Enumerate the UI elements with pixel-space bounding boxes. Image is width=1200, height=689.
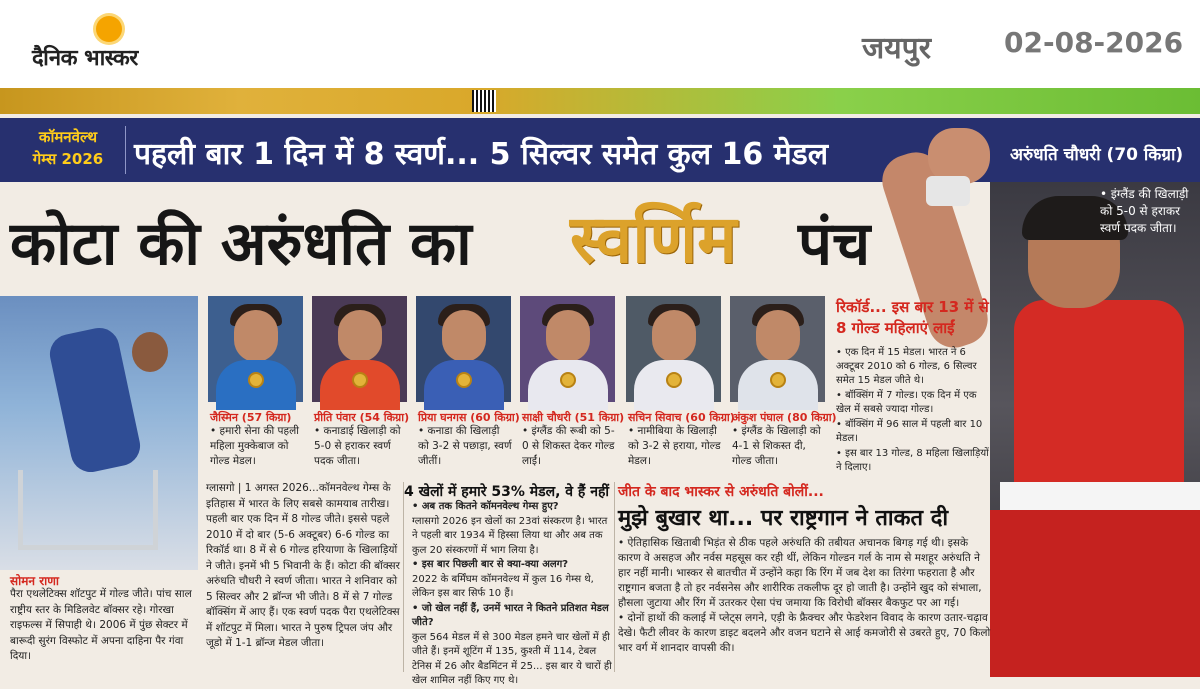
gold-medal-icon xyxy=(770,372,786,388)
record-item: • बॉक्सिंग में 7 गोल्ड। एक दिन में एक खेल में सबसे ज्यादा गोल्ड। xyxy=(836,390,977,415)
gold-medal-icon xyxy=(456,372,472,388)
quote-body xyxy=(618,536,994,656)
edition-city: जयपुर xyxy=(862,31,931,66)
record-item: • इस बार 13 गोल्ड, 8 महिला खिलाड़ियों ने दिलाए। xyxy=(836,448,989,473)
player-desc: • हमारी सेना की पहली महिला मुक्केबाज को गोल्ड मेडल। xyxy=(210,425,299,467)
quote-paragraph: • ऐतिहासिक खिताबी भिड़ंत से ठीक पहले अरुंधति की तबीयत अचानक बिगड़ गई थी। इसके कारण वे असहज और नर्वस महसूस कर रही थीं, लेकिन गोल्डन गर्ल के नाम से मशहूर अरुंधति ने हार नहीं मानी। भास्कर से बातचीत में उन्होंने कहा कि रिंग में जब देश का तिरंगा फहराता है और राष्ट्रगान बजता है तो हर नर्वसनेस और शारीरिक तकलीफ दूर हो जाती है। उन्होंने खुद को संभाला, हौसला जुटाया और रिंग में उतरकर ऐसा पंच जमाया कि विरोधी बॉक्सर बैकफुट पर आ गई। xyxy=(618,537,982,609)
throwing-chair xyxy=(18,470,158,550)
banner-headline: पहली बार 1 दिन में 8 स्वर्ण... 5 सिल्वर समेत कुल 16 मेडल xyxy=(134,137,829,172)
quote-kicker: जीत के बाद भास्कर से अरुंधति बोलीं... xyxy=(618,484,824,500)
player-photo xyxy=(208,296,303,402)
player-photo xyxy=(520,296,615,402)
para-athlete-name: सोमन राणा xyxy=(10,574,60,588)
quote-headline: मुझे बुखार था... पर राष्ट्रगान ने ताकत दी xyxy=(618,506,949,531)
gold-medal-icon xyxy=(352,372,368,388)
games-tag xyxy=(14,124,122,178)
gold-medal-icon xyxy=(248,372,264,388)
player-photo xyxy=(626,296,721,402)
record-item: • एक दिन में 15 मेडल। भारत ने 6 अक्टूबर 2010 को 6 गोल्ड, 6 सिल्वर समेत 15 मेडल जीते थे। xyxy=(836,347,977,386)
gold-medal-icon xyxy=(560,372,576,388)
player-desc: • कनाडा की खिलाड़ी को 3-2 से पछाड़ा, स्वर्ण जीतीं। xyxy=(418,425,512,467)
player-photo xyxy=(312,296,407,402)
player-name: सचिन सिवाच (60 किग्रा) xyxy=(628,411,735,424)
main-headline-gold-word: स्वर्णिम xyxy=(570,201,737,278)
banner-divider xyxy=(125,126,126,174)
player-desc: • इंग्लैंड की रूबी को 5-0 से शिकस्त देकर गोल्ड लाईं। xyxy=(522,425,615,467)
player-photo xyxy=(416,296,511,402)
player-desc: • नामीबिया के खिलाड़ी को 3-2 से हराया, गोल्ड मेडल। xyxy=(628,425,721,467)
player-desc: • कनाडाई खिलाड़ी को 5-0 से हराकर स्वर्ण पदक जीता। xyxy=(314,425,401,467)
newspaper-logo: दैनिक भास्कर xyxy=(32,46,138,71)
quote-paragraph: • दोनों हाथों की कलाई में प्लेट्स लगने, एड़ी के फ्रैक्चर और फेडरेशन विवाद के कारण उतार-चढ़ाव देखे। फैटी लीवर के कारण डाइट बदलने और वजन घटाने से आई कमजोरी से उबरते हुए, 70 किलो भार वर्ग में शानदार वापसी की। xyxy=(618,612,991,654)
main-headline-part2: पंच xyxy=(798,209,871,279)
gold-medal-icon xyxy=(666,372,682,388)
logo-sun-icon xyxy=(96,16,122,42)
column-divider xyxy=(614,482,615,672)
player-name: जैस्मिन (57 किग्रा) xyxy=(210,411,292,424)
main-story: ग्लासगो | 1 अगस्त 2026...कॉमनवेल्थ गेम्स के इतिहास में भारत के लिए सबसे कामयाब तारीख। पहली बार एक दिन में 8 गोल्ड जीते। इससे पहले 2010 में दो बार (5-6 अक्टूबर) 6-6 गोल्ड का रिकॉर्ड था। 8 में से 6 गोल्ड हरियाणा के खिलाड़ियों ने जीते। इनमें भी 5 भिवानी के हैं। कोटा की बॉक्सर अरुंधति चौधरी ने स्वर्ण जीता। भारत ने शनिवार को 5 सिल्वर और 2 ब्रॉन्ज भी जीते। 8 में से 7 गोल्ड बॉक्सिंग में आए हैं। एक स्वर्ण पदक पैरा एथलेटिक्स में शॉटपुट में मिला। भारत ने पुरुष ट्रिपल जंप और जूडो में 1-1 ब्रॉन्ज मेडल जीता। xyxy=(206,482,400,649)
games-tag-line2: गेम्स 2026 xyxy=(32,150,104,168)
hero-hand-wrap xyxy=(926,176,970,206)
stats-question: • अब तक कितने कॉमनवेल्थ गेम्स हुए? xyxy=(412,501,559,512)
ad-strip xyxy=(0,88,1200,114)
player-name: प्रिया घनगस (60 किग्रा) xyxy=(418,411,520,424)
player-name: साक्षी चौधरी (51 किग्रा) xyxy=(522,411,625,424)
para-athlete-head xyxy=(132,332,168,372)
main-headline-part1: कोटा की अरुंधति का xyxy=(10,209,472,279)
banner-athlete-label: अरुंधति चौधरी (70 किग्रा) xyxy=(1010,145,1184,165)
record-list xyxy=(836,346,994,476)
stats-answer: ग्लासगो 2026 इन खेलों का 23वां संस्करण है। भारत ने पहली बार 1934 में हिस्सा लिया था और अब तक कुल 20 संस्करणों में भाग लिया है। xyxy=(412,515,608,556)
player-name: अंकुश पंघाल (80 किग्रा) xyxy=(732,411,837,424)
stats-headline: 4 खेलों में हमारे 53% मेडल, वे हैं नहीं xyxy=(404,484,610,500)
hero-red-shorts xyxy=(990,510,1200,677)
record-item: • बॉक्सिंग में 96 साल में पहली बार 10 मेडल। xyxy=(836,419,983,444)
games-tag-line1: कॉमनवेल्थ xyxy=(38,128,98,146)
stats-question: • इस बार पिछली बार से क्या-क्या अलग? xyxy=(412,559,569,570)
hero-caption: • इंग्लैंड की खिलाड़ी को 5-0 से हराकर स्वर्ण पदक जीता। xyxy=(1100,187,1189,235)
player-photo xyxy=(730,296,825,402)
para-athlete-description: पैरा एथलेटिक्स शॉटपुट में गोल्ड जीते। पांच साल राष्ट्रीय स्तर के मिडिलवेट बॉक्सर रहे। गोरखा राइफल्स में सिपाही थे। 2006 में पुंछ सेक्टर में बारूदी सुरंग विस्फोट में अपना दाहिना पैर गंवा दिया। xyxy=(10,588,192,662)
record-title: रिकॉर्ड... इस बार 13 में से 8 गोल्ड महिलाएं लाईं xyxy=(836,298,989,337)
stats-answer: कुल 564 मेडल में से 300 मेडल हमने चार खेलों में ही जीते हैं। इनमें शूटिंग में 135, कुश्ती में 114, टेबल टेनिस में 26 और बैडमिंटन में 25... इस बार ये चारों ही खेल शामिल नहीं किए गए थे। xyxy=(412,631,612,686)
qr-code-icon xyxy=(472,90,496,112)
edition-date: 02-08-2026 xyxy=(1004,26,1184,59)
player-name: प्रीति पंवार (54 किग्रा) xyxy=(314,411,410,424)
player-desc: • इंग्लैंड के खिलाड़ी को 4-1 से शिकस्त दी, गोल्ड जीता। xyxy=(732,425,821,467)
stats-question: • जो खेल नहीं हैं, उनमें भारत ने कितने प्रतिशत मेडल जीते? xyxy=(412,602,609,628)
stats-answer: 2022 के बर्मिंघम कॉमनवेल्थ में कुल 16 गेम्स थे, लेकिन इस बार सिर्फ 10 हैं। xyxy=(412,573,594,599)
stats-body xyxy=(412,500,612,689)
